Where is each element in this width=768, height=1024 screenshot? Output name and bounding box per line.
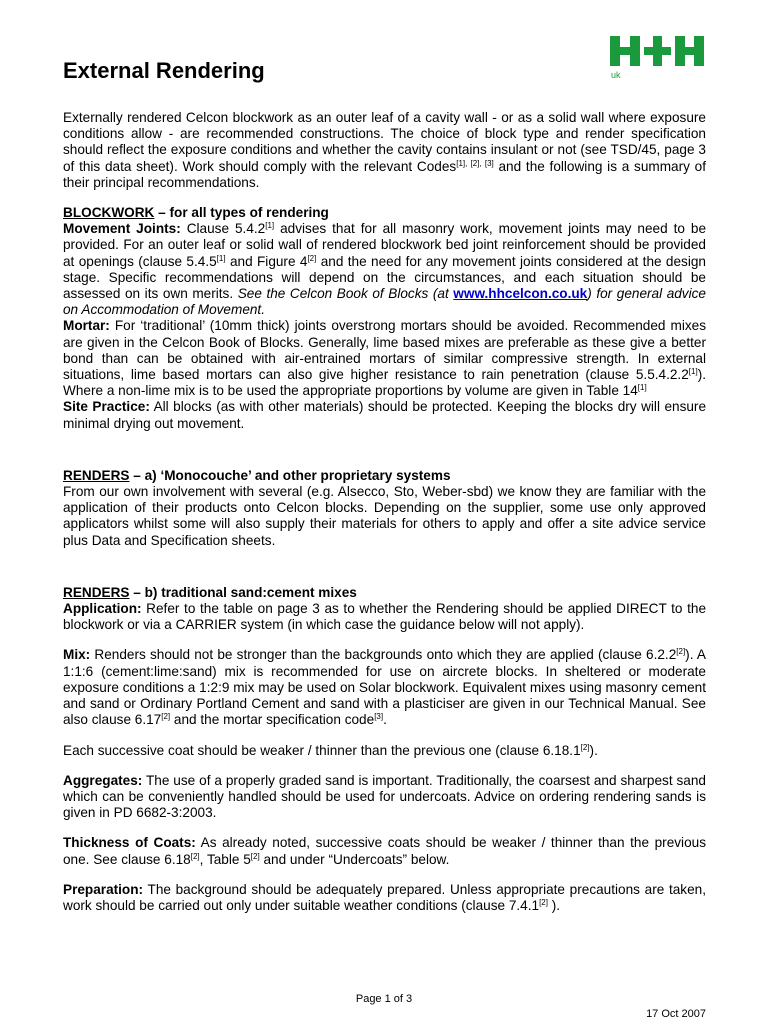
mix-paragraph: Mix: Renders should not be stronger than the backgrounds onto which they are applied (clause 6.2.2[2]). A 1:1:6 (cement:lime:sand) mix is recommended for use on aircrete blocks. In sheltered or moderate exposure conditions a 1:2:9 mix may be used on Solar blockwork. Equivalent mixes using masonry cement and sand or Ordinary Portland Cement and sand with a plasticiser are given in our Technical Manual. See also clause 6.17[2] and the mortar specification code[3]. — [63, 647, 706, 728]
aggregates-paragraph: Aggregates: The use of a properly graded sand is important. Traditionally, the coarsest and sharpest sand which can be conveniently handled should be used for undercoats. Advice on ordering rendering sands is given in PD 6682-3:2003. — [63, 772, 706, 821]
successive-coat-paragraph: Each successive coat should be weaker / thinner than the previous one (clause 6.18.1[2]). — [63, 742, 598, 758]
hhcelcon-link[interactable]: www.hhcelcon.co.uk — [453, 286, 588, 302]
application-paragraph: Application: Refer to the table on page 3 as to whether the Rendering should be applied DIRECT to the blockwork or via a CARRIER system (in which case the guidance below will not apply). — [63, 601, 706, 633]
preparation-paragraph: Preparation: The background should be adequately prepared. Unless appropriate precautions are taken, work should be carried out only under suitable weather conditions (clause 7.4.1[2] ). — [63, 881, 706, 913]
mortar-paragraph: Mortar: For ‘traditional’ (10mm thick) joints overstrong mortars should be avoided. Recommended mixes are given in the Celcon Book of Blocks. Generally, lime based mixes are preferable as these give a better bond than can be obtained with air-entrained mortars of similar compressive strength. In external situations, lime based mortars can also give higher resistance to rain penetration (clause 5.5.4.2.2[1]). Where a non-lime mix is to be used the appropriate proportions by volume are given in Table 14[1] — [63, 318, 706, 399]
document-date: 17 Oct 2007 — [646, 1008, 706, 1020]
site-practice-paragraph: Site Practice: All blocks (as with other materials) should be protected. Keeping the blocks dry will ensure minimal drying out movement. — [63, 399, 707, 431]
document-body — [63, 110, 706, 914]
page-number: Page 1 of 3 — [355, 993, 413, 1005]
renders-a-heading: RENDERS – a) ‘Monocouche’ and other proprietary systems — [63, 467, 451, 483]
logo-subtext: uk — [611, 70, 621, 80]
page-title: External Rendering — [63, 58, 265, 83]
blockwork-heading: BLOCKWORK – for all types of rendering — [63, 205, 329, 221]
hh-logo — [608, 34, 706, 84]
movement-joints-paragraph: Movement Joints: Clause 5.4.2[1] advises that for all masonry work, movement joints may need to be provided. For an outer leaf or solid wall of rendered blockwork bed joint reinforcement should be provided at openings (clause 5.4.5[1] and Figure 4[2] and the need for any movement joints considered at the design stage. Specific recommendations will depend on the circumstances, and each situation should be assessed on its own merits. See the Celcon Book of Blocks (at www.hhcelcon.co.uk) for general advice on Accommodation of Movement. — [63, 221, 707, 318]
intro-paragraph: Externally rendered Celcon blockwork as an outer leaf of a cavity wall - or as a solid wall where exposure conditions allow - are recommended constructions. The choice of block type and render specification should reflect the exposure conditions and whether the cavity contains insulant or not (see TSD/45, page 3 of this data sheet). Work should comply with the relevant Codes[1], [2], [3] and the following is a summary of their principal recommendations. — [63, 110, 707, 190]
renders-a-paragraph: From our own involvement with several (e.g. Alsecco, Sto, Weber-sbd) we know they are familiar with the application of their products onto Celcon blocks. Depending on the supplier, some use only approved applicators whilst some will also supply their materials for others to apply and offer a site advice service plus Data and Specification sheets. — [63, 484, 706, 548]
thickness-paragraph: Thickness of Coats: As already noted, successive coats should be weaker / thinner than the previous one. See clause 6.18[2], Table 5[2] and under “Undercoats” below. — [63, 835, 706, 867]
renders-b-heading: RENDERS – b) traditional sand:cement mixes — [63, 584, 357, 600]
